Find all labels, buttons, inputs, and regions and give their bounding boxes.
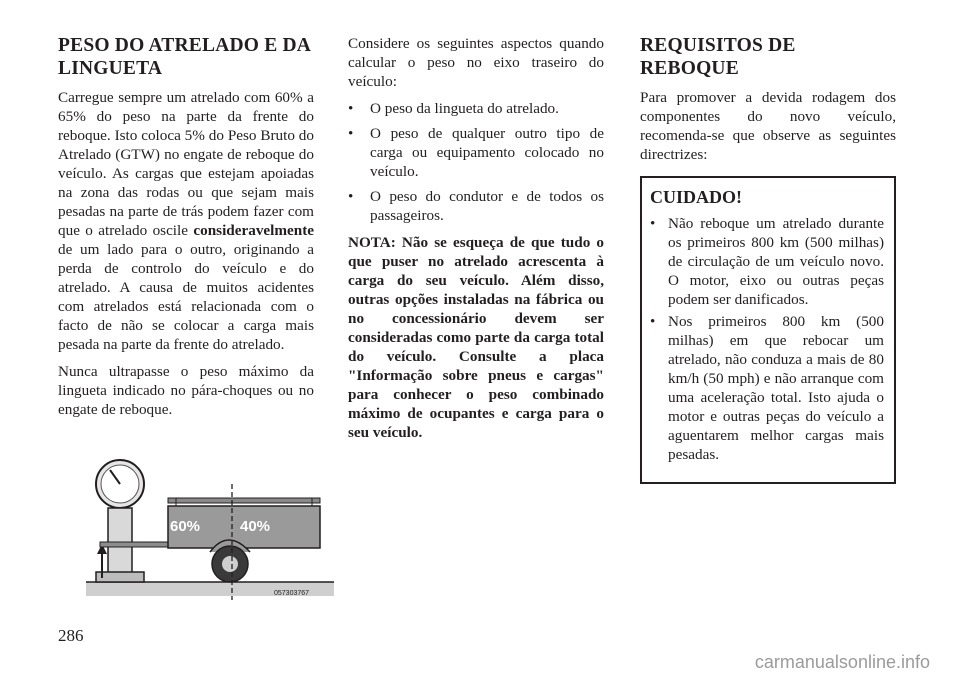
watermark[interactable]: carmanualsonline.info: [754, 652, 930, 672]
caution-title: CUIDADO!: [650, 187, 742, 207]
p1-emphasis: consideravelmente: [193, 222, 315, 239]
list-item: • O peso do condutor e de todos os passageiros.: [348, 187, 604, 225]
paragraph-rear-axle-intro: Considere os seguintes aspectos quando calcular o peso no eixo traseiro do veículo:: [348, 35, 604, 90]
figure-code: 057303767: [274, 590, 310, 597]
paragraph-break-in-intro: Para promover a devida rodagem dos componentes do novo veículo, recomenda-se que observe as seguintes directrizes:: [640, 89, 896, 163]
caution-list: [650, 214, 884, 464]
rear-axle-factors-list: [348, 99, 604, 225]
list-item: • O peso de qualquer outro tipo de carga ou equipamento colocado no veículo.: [348, 124, 604, 181]
paragraph-load-distribution: [58, 88, 314, 354]
left-column: [58, 34, 314, 427]
list-item: • Não reboque um atrelado durante os primeiros 800 km (500 milhas) de circulação de um veículo novo. O motor, eixo ou outras peças podem ser danificados.: [650, 214, 884, 309]
p1-text-after: de um lado para o outro, originando a perda de controlo do veículo e do atrelado. A causa de muitos acidentes com atrelados está relacionada com o facto de não se colocar a carga mais pesada na parte da frente do atrelado.: [58, 241, 314, 353]
right-column: [640, 34, 896, 484]
page-number: 286: [58, 626, 84, 645]
scale-column: [108, 508, 132, 574]
middle-column: [348, 34, 604, 450]
rear-weight-label: 40%: [240, 518, 271, 535]
list-item: • O peso da lingueta do atrelado.: [348, 99, 604, 118]
list-item: • Nos primeiros 800 km (500 milhas) em que rebocar um atrelado, não conduza a mais de 80 km/h (50 mph) e não arranque com uma aceleração total. Isto ajuda o motor e outras peças do veículo a aguentarem melhor cargas mais pesadas.: [650, 312, 884, 464]
caution-box: [640, 176, 896, 484]
trailer-weight-illustration: [86, 454, 334, 602]
note-paragraph: NOTA: Não se esqueça de que tudo o que puser no atrelado acrescenta à carga do seu veículo. Além disso, outras opções instaladas na fábrica ou no concessionário devem ser consideradas como parte da carga total do veículo. Consulte a placa "Informação sobre pneus e cargas" para conhecer o peso combinado máximo de ocupantes e carga para o seu veículo.: [348, 234, 604, 441]
p1-text-before: Carregue sempre um atrelado com 60% a 65% do peso na parte da frente do reboque. Isto coloca 5% do Peso Bruto do Atrelado (GTW) no engate de reboque do veículo. As cargas que estejam apoiadas na zona das rodas ou que sejam mais pesadas na parte de trás podem fazer com que o atrelado oscile: [58, 89, 314, 239]
section-title-peso: PESO DO ATRELADO E DA LINGUETA: [58, 35, 310, 79]
paragraph-max-tongue-weight: Nunca ultrapasse o peso máximo da lingueta indicado no pára-choques ou no engate de reboque.: [58, 363, 314, 418]
front-weight-label: 60%: [170, 518, 201, 535]
section-title-requisitos: REQUISITOS DE REBOQUE: [640, 35, 796, 79]
